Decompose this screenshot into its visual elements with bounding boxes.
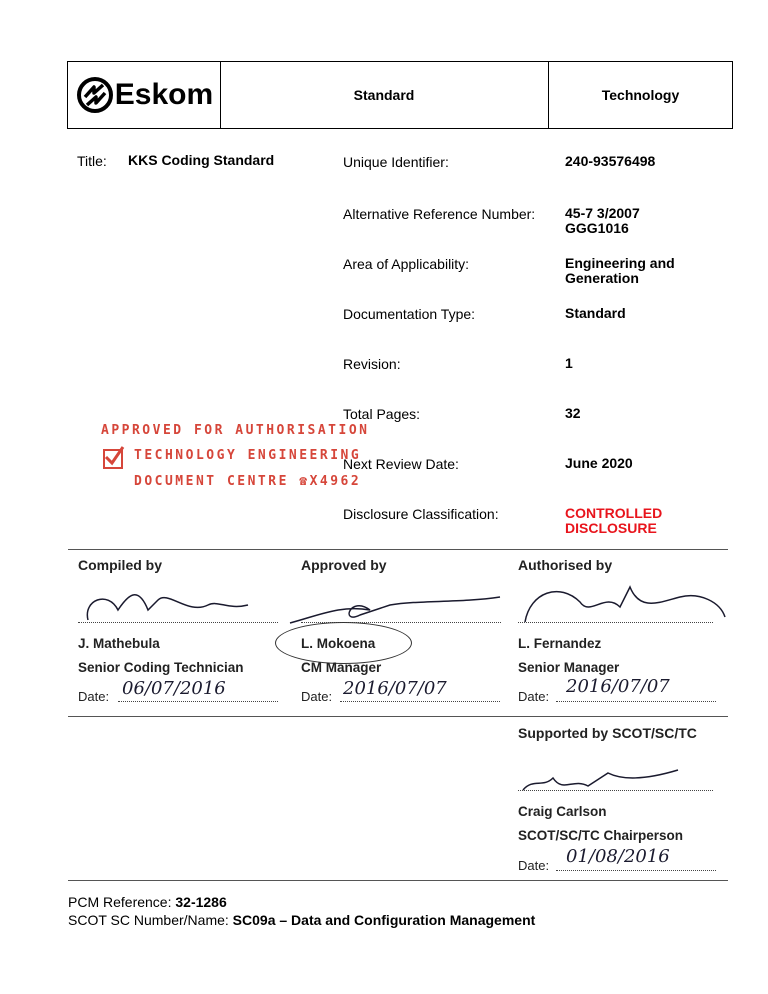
approved-by-heading: Approved by	[301, 557, 387, 573]
scot-reference	[68, 912, 535, 928]
approved-name: L. Mokoena	[301, 636, 376, 651]
supported-date-label: Date:	[518, 858, 550, 873]
field-value: 45-7 3/2007 GGG1016	[565, 205, 640, 236]
supported-by-heading: Supported by SCOT/SC/TC	[518, 725, 697, 741]
authorised-date-label: Date:	[518, 689, 550, 704]
supported-name: Craig Carlson	[518, 804, 607, 819]
compiled-date-value: 06/07/2016	[122, 678, 226, 699]
supported-date-value: 01/08/2016	[566, 846, 670, 867]
field-value: 1	[565, 355, 573, 371]
scot-label: SCOT SC Number/Name:	[68, 912, 233, 928]
authorised-role: Senior Manager	[518, 660, 620, 675]
title-label: Title:	[77, 153, 107, 169]
approved-role: CM Manager	[301, 660, 382, 675]
supported-signature	[518, 758, 718, 798]
stamp-line-1: APPROVED FOR AUTHORISATION	[101, 423, 370, 438]
header-technology: Technology	[601, 87, 680, 103]
compiled-role: Senior Coding Technician	[78, 660, 244, 675]
eskom-logo	[68, 62, 220, 128]
compiled-date-label: Date:	[78, 689, 110, 704]
field-value: 240-93576498	[565, 153, 656, 169]
authorised-signature	[510, 572, 735, 632]
approved-date-value: 2016/07/07	[343, 678, 447, 699]
stamp-dept: DOCUMENT CENTRE	[134, 474, 289, 489]
authorised-date-value: 2016/07/07	[566, 676, 670, 697]
field-value: Standard	[565, 305, 626, 321]
document-title: KKS Coding Standard	[128, 152, 275, 168]
field-label: Area of Applicability:	[343, 256, 470, 272]
compiled-name: J. Mathebula	[78, 636, 160, 651]
pcm-reference	[68, 894, 227, 910]
scot-value: SC09a – Data and Configuration Management	[232, 912, 536, 928]
field-value: June 2020	[565, 455, 633, 471]
document-header-table	[67, 61, 733, 129]
field-label: Total Pages:	[343, 406, 421, 422]
supported-role: SCOT/SC/TC Chairperson	[518, 828, 684, 843]
eskom-logo-icon	[75, 75, 115, 115]
field-label: Documentation Type:	[343, 306, 476, 322]
approved-date-label: Date:	[301, 689, 333, 704]
stamp-line-2: TECHNOLOGY ENGINEERING	[134, 448, 362, 463]
phone-icon: ☎	[299, 474, 310, 489]
stamp-extension: X4962	[309, 474, 362, 489]
compiled-by-heading: Compiled by	[78, 557, 163, 573]
stamp-line-3	[134, 474, 361, 489]
checkbox-checked-icon	[103, 449, 123, 469]
field-label: Disclosure Classification:	[343, 506, 499, 522]
eskom-logo-text: Eskom	[114, 78, 214, 111]
field-value: 32	[565, 405, 581, 421]
authorised-name: L. Fernandez	[518, 636, 602, 651]
field-value: Engineering and Generation	[565, 255, 675, 286]
pcm-value: 32-1286	[175, 894, 227, 910]
field-label: Alternative Reference Number:	[343, 206, 536, 222]
header-standard: Standard	[353, 87, 415, 103]
authorised-by-heading: Authorised by	[518, 557, 613, 573]
field-label: Next Review Date:	[343, 456, 459, 472]
compiled-signature	[78, 580, 278, 625]
pcm-label: PCM Reference:	[68, 894, 176, 910]
field-label: Unique Identifier:	[343, 154, 449, 170]
field-value: CONTROLLED DISCLOSURE	[565, 505, 663, 536]
field-label: Revision:	[343, 356, 401, 372]
